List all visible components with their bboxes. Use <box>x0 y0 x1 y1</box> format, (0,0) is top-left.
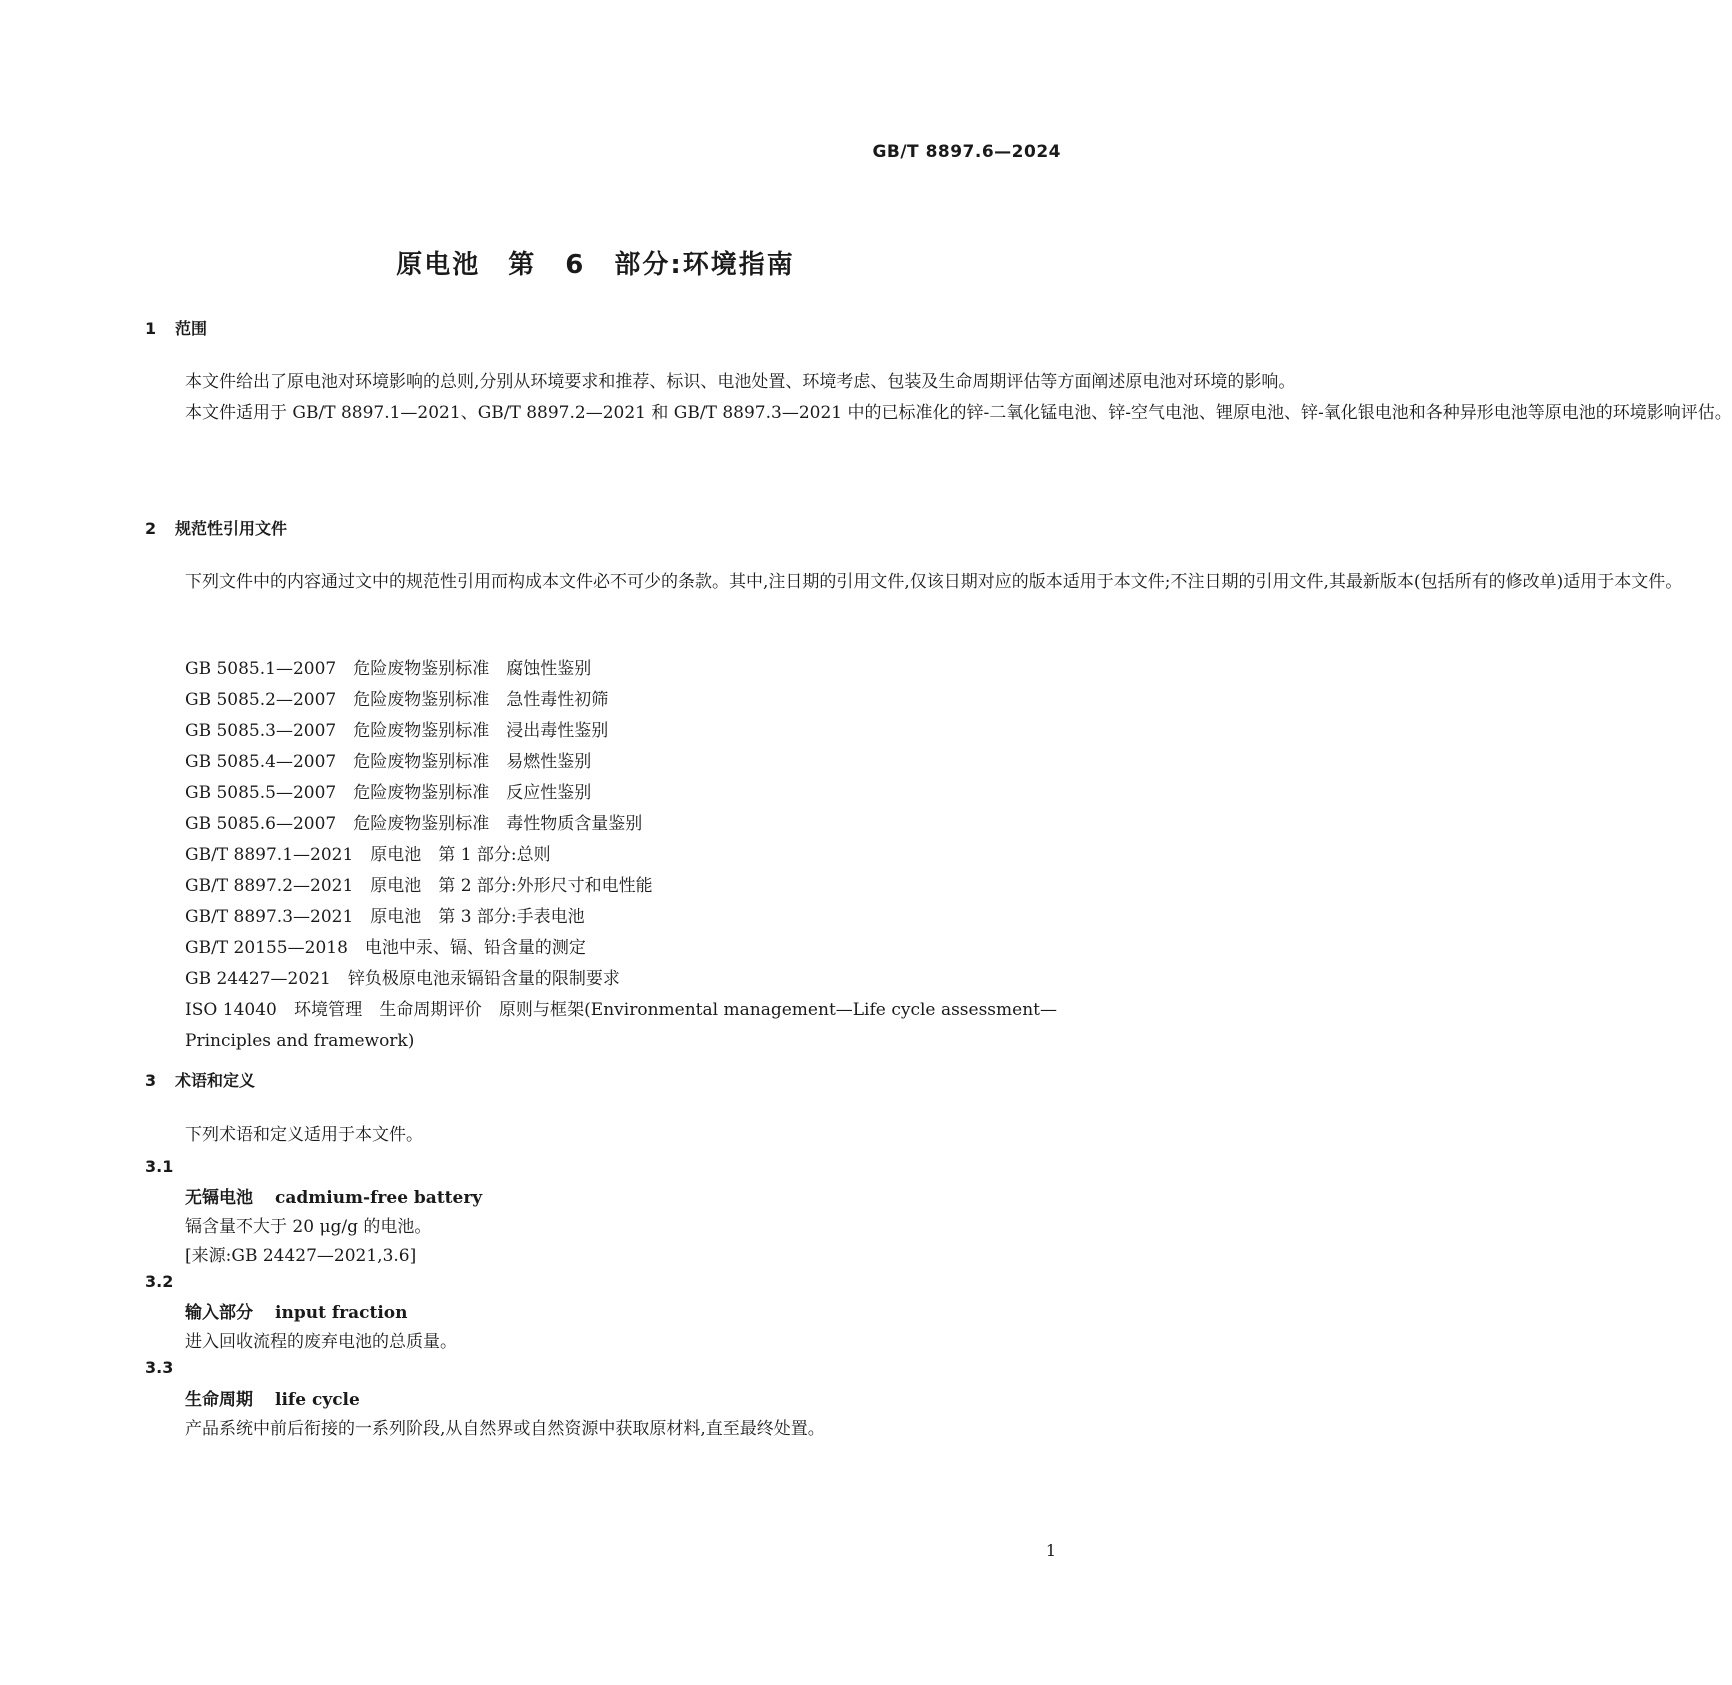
reference-item: GB 5085.6—2007 危险废物鉴别标准 毒性物质含量鉴别 <box>185 814 643 834</box>
section-title: 范围 <box>175 319 208 338</box>
term-definition: 镉含量不大于 20 μg/g 的电池。 <box>185 1217 432 1237</box>
reference-item: GB 5085.1—2007 危险废物鉴别标准 腐蚀性鉴别 <box>185 659 592 679</box>
term-zh: 输入部分 <box>185 1303 253 1323</box>
term-en: life cycle <box>275 1390 360 1410</box>
term-definition: 产品系统中前后衔接的一系列阶段,从自然界或自然资源中获取原材料,直至最终处置。 <box>185 1419 825 1439</box>
reference-item: GB 24427—2021 锌负极原电池汞镉铅含量的限制要求 <box>185 969 620 989</box>
reference-list <box>185 654 1057 1057</box>
section-number: 3 <box>145 1071 157 1090</box>
paragraph: 下列文件中的内容通过文中的规范性引用而构成本文件必不可少的条款。其中,注日期的引用文件,仅该日期对应的版本适用于本文件;不注日期的引用文件,其最新版本(包括所有的修改单)适用于本文件。 <box>185 572 1683 592</box>
term-heading <box>185 1298 407 1323</box>
reference-item: GB/T 8897.3—2021 原电池 第 3 部分:手表电池 <box>185 907 585 927</box>
section-2-intro <box>145 567 1683 598</box>
term-en: input fraction <box>275 1303 408 1323</box>
section-number: 1 <box>145 319 157 338</box>
term-heading <box>185 1183 482 1208</box>
reference-item: GB 5085.2—2007 危险废物鉴别标准 急性毒性初筛 <box>185 690 609 710</box>
term-number: 3.2 <box>145 1272 174 1291</box>
term-definition: 进入回收流程的废弃电池的总质量。 <box>185 1332 457 1352</box>
reference-item: GB/T 20155—2018 电池中汞、镉、铅含量的测定 <box>185 938 586 958</box>
reference-item: GB 5085.3—2007 危险废物鉴别标准 浸出毒性鉴别 <box>185 721 609 741</box>
section-1-body <box>145 367 1732 429</box>
term-heading <box>185 1385 360 1410</box>
section-title: 规范性引用文件 <box>175 519 288 538</box>
section-3-heading <box>145 1068 255 1091</box>
section-title: 术语和定义 <box>175 1071 256 1090</box>
reference-item: GB 5085.5—2007 危险废物鉴别标准 反应性鉴别 <box>185 783 592 803</box>
section-2-heading <box>145 516 287 539</box>
standard-code: GB/T 8897.6—2024 <box>872 142 1061 162</box>
section-number: 2 <box>145 519 157 538</box>
term-source: [来源:GB 24427—2021,3.6] <box>185 1246 417 1266</box>
section-1-heading <box>145 316 207 339</box>
term-en: cadmium-free battery <box>275 1188 483 1208</box>
reference-item-iso: ISO 14040 环境管理 生命周期评价 原则与框架(Environmental management—Life cycle assessment—Principles and framework) <box>185 1000 1057 1051</box>
term-zh: 无镉电池 <box>185 1188 253 1208</box>
paragraph: 本文件适用于 GB/T 8897.1—2021、GB/T 8897.2—2021 和 GB/T 8897.3—2021 中的已标准化的锌-二氧化锰电池、锌-空气电池、锂原电池、锌-氧化银电池和各种异形电池等原电池的环境影响评估。 <box>185 403 1732 423</box>
term-number: 3.3 <box>145 1358 174 1377</box>
term-zh: 生命周期 <box>185 1390 253 1410</box>
paragraph: 下列术语和定义适用于本文件。 <box>185 1125 423 1145</box>
reference-item: GB/T 8897.2—2021 原电池 第 2 部分:外形尺寸和电性能 <box>185 876 653 896</box>
page-title: 原电池 第 6 部分:环境指南 <box>396 250 795 280</box>
paragraph: 本文件给出了原电池对环境影响的总则,分别从环境要求和推荐、标识、电池处置、环境考虑、包装及生命周期评估等方面阐述原电池对环境的影响。 <box>185 372 1296 392</box>
section-3-intro <box>145 1120 1057 1151</box>
page-number: 1 <box>1045 1541 1056 1560</box>
reference-item: GB/T 8897.1—2021 原电池 第 1 部分:总则 <box>185 845 551 865</box>
term-number: 3.1 <box>145 1157 174 1176</box>
reference-item: GB 5085.4—2007 危险废物鉴别标准 易燃性鉴别 <box>185 752 592 772</box>
